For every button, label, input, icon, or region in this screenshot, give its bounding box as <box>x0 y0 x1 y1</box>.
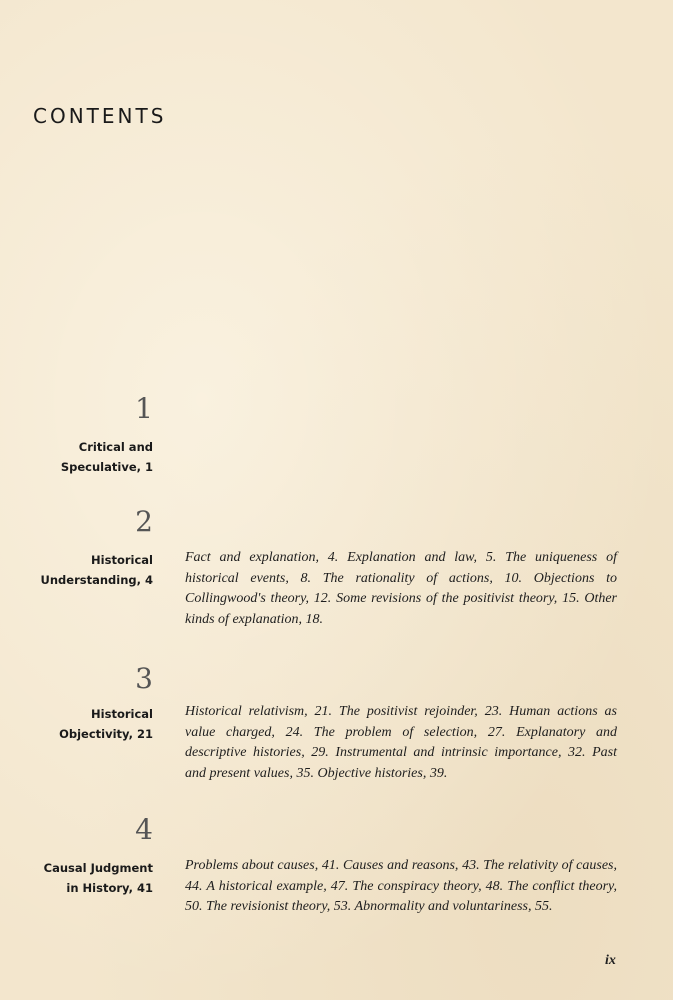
page-heading: CONTENTS <box>33 104 167 128</box>
chapter-title <box>0 550 153 590</box>
chapter-number: 1 <box>135 392 153 425</box>
chapter-description: Problems about causes, 41. Causes and reasons, 43. The relativity of causes, 44. A historical example, 47. The conspiracy theory, 48. The conflict theory, 50. The revisionist theory, 53. Abnormality and voluntariness, 55. <box>185 858 617 914</box>
chapter-title-line: in History, 41 <box>66 881 153 895</box>
chapter-title-line: Critical and <box>78 440 153 454</box>
chapter-title <box>0 704 153 744</box>
chapter-title <box>0 437 153 477</box>
chapter-title-line: Speculative, 1 <box>60 460 153 474</box>
chapter-number: 2 <box>135 505 153 538</box>
page-number: ix <box>605 953 616 968</box>
chapter-number: 4 <box>135 813 153 846</box>
chapter-number: 3 <box>135 662 153 695</box>
chapter-title <box>0 858 153 898</box>
chapter-title-line: Understanding, 4 <box>40 573 153 587</box>
chapter-title-line: Causal Judgment <box>43 861 153 875</box>
chapter-description: Historical relativism, 21. The positivist rejoinder, 23. Human actions as value charged, 24. The problem of selection, 27. Explanatory and descriptive histories, 29. Instrumental and intrinsic importance, 32. Past and present values, 35. Objective histories, 39. <box>185 704 617 781</box>
chapter-title-line: Historical <box>91 553 153 567</box>
chapter-title-line: Objectivity, 21 <box>59 727 153 741</box>
chapter-description: Fact and explanation, 4. Explanation and law, 5. The uniqueness of historical events, 8. The rationality of actions, 10. Objections to Collingwood's theory, 12. Some revisions of the positivist theory, 15. Other kinds of explanation, 18. <box>185 550 617 627</box>
chapter-title-line: Historical <box>91 707 153 721</box>
